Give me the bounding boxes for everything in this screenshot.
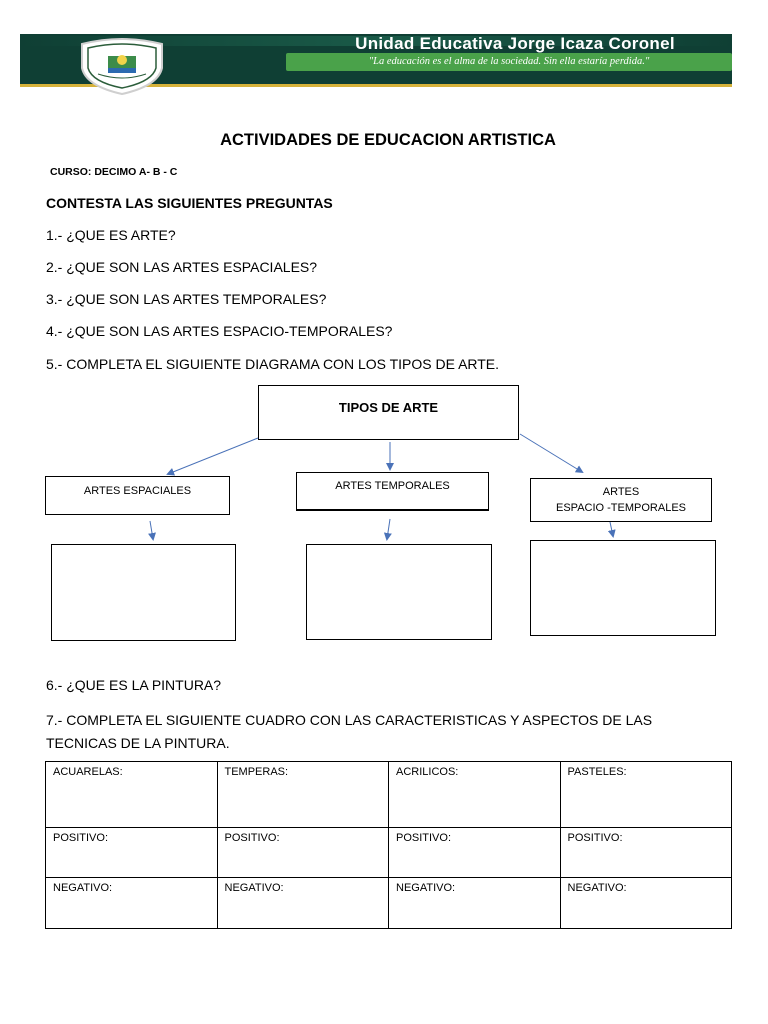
table-cell-acrilicos[interactable]: ACRILICOS:	[389, 762, 561, 828]
category-label-temporales: ARTES TEMPORALES	[335, 480, 450, 492]
table-cell-negativo[interactable]: NEGATIVO:	[217, 878, 389, 929]
table-cell-temperas[interactable]: TEMPERAS:	[217, 762, 389, 828]
table-cell-acuarelas[interactable]: ACUARELAS:	[46, 762, 218, 828]
question-6: 6.- ¿QUE ES LA PINTURA?	[46, 677, 222, 693]
table-row-negativo	[46, 878, 732, 929]
table-cell-negativo[interactable]: NEGATIVO:	[389, 878, 561, 929]
table-cell-positivo[interactable]: POSITIVO:	[389, 828, 561, 878]
table-row-headers	[46, 762, 732, 828]
table-cell-negativo[interactable]: NEGATIVO:	[560, 878, 732, 929]
table-cell-positivo[interactable]: POSITIVO:	[217, 828, 389, 878]
arrow-temporales-down	[387, 519, 390, 539]
school-motto: "La educación es el alma de la sociedad. Sin ella estaría perdida."	[286, 53, 732, 71]
category-box-espacio-temporales	[530, 478, 712, 522]
instruction-heading: CONTESTA LAS SIGUIENTES PREGUNTAS	[46, 195, 333, 211]
arrow-root-to-espaciales	[168, 438, 258, 474]
arrow-espaciales-down	[150, 521, 153, 539]
table-cell-positivo[interactable]: POSITIVO:	[560, 828, 732, 878]
table-cell-negativo[interactable]: NEGATIVO:	[46, 878, 218, 929]
question-7: 7.- COMPLETA EL SIGUIENTE CUADRO CON LAS CARACTERISTICAS Y ASPECTOS DE LAS TECNICAS DE LA PINTURA.	[46, 712, 653, 751]
question-4: 4.- ¿QUE SON LAS ARTES ESPACIO-TEMPORALES?	[46, 323, 393, 339]
question-1: 1.- ¿QUE ES ARTE?	[46, 227, 176, 243]
page-title: ACTIVIDADES DE EDUCACION ARTISTICA	[220, 131, 556, 149]
question-5: 5.- COMPLETA EL SIGUIENTE DIAGRAMA CON LOS TIPOS DE ARTE.	[46, 356, 500, 372]
course-label: CURSO: DECIMO A- B - C	[50, 166, 178, 178]
question-2: 2.- ¿QUE SON LAS ARTES ESPACIALES?	[46, 259, 318, 275]
arrow-espacio-temporales-down	[610, 522, 613, 536]
arrow-root-to-espacio-temporales	[520, 434, 582, 472]
category-label-espacio-temporales-line2: ESPACIO -TEMPORALES	[556, 502, 686, 514]
table-row-positivo	[46, 828, 732, 878]
table-cell-positivo[interactable]: POSITIVO:	[46, 828, 218, 878]
category-box-temporales	[296, 472, 489, 511]
answer-box-espacio-temporales[interactable]	[530, 540, 716, 636]
table-cell-pasteles[interactable]: PASTELES:	[560, 762, 732, 828]
category-label-espaciales: ARTES ESPACIALES	[83, 485, 192, 497]
answer-box-temporales[interactable]	[306, 544, 492, 640]
diagram-root-label: TIPOS DE ARTE	[338, 400, 439, 415]
category-label-espacio-temporales-line1: ARTES	[602, 486, 640, 498]
question-3: 3.- ¿QUE SON LAS ARTES TEMPORALES?	[46, 291, 327, 307]
category-box-espaciales	[45, 476, 230, 515]
painting-techniques-table	[45, 761, 732, 929]
answer-box-espaciales[interactable]	[51, 544, 236, 641]
school-name: Unidad Educativa Jorge Icaza Coronel	[355, 34, 675, 53]
